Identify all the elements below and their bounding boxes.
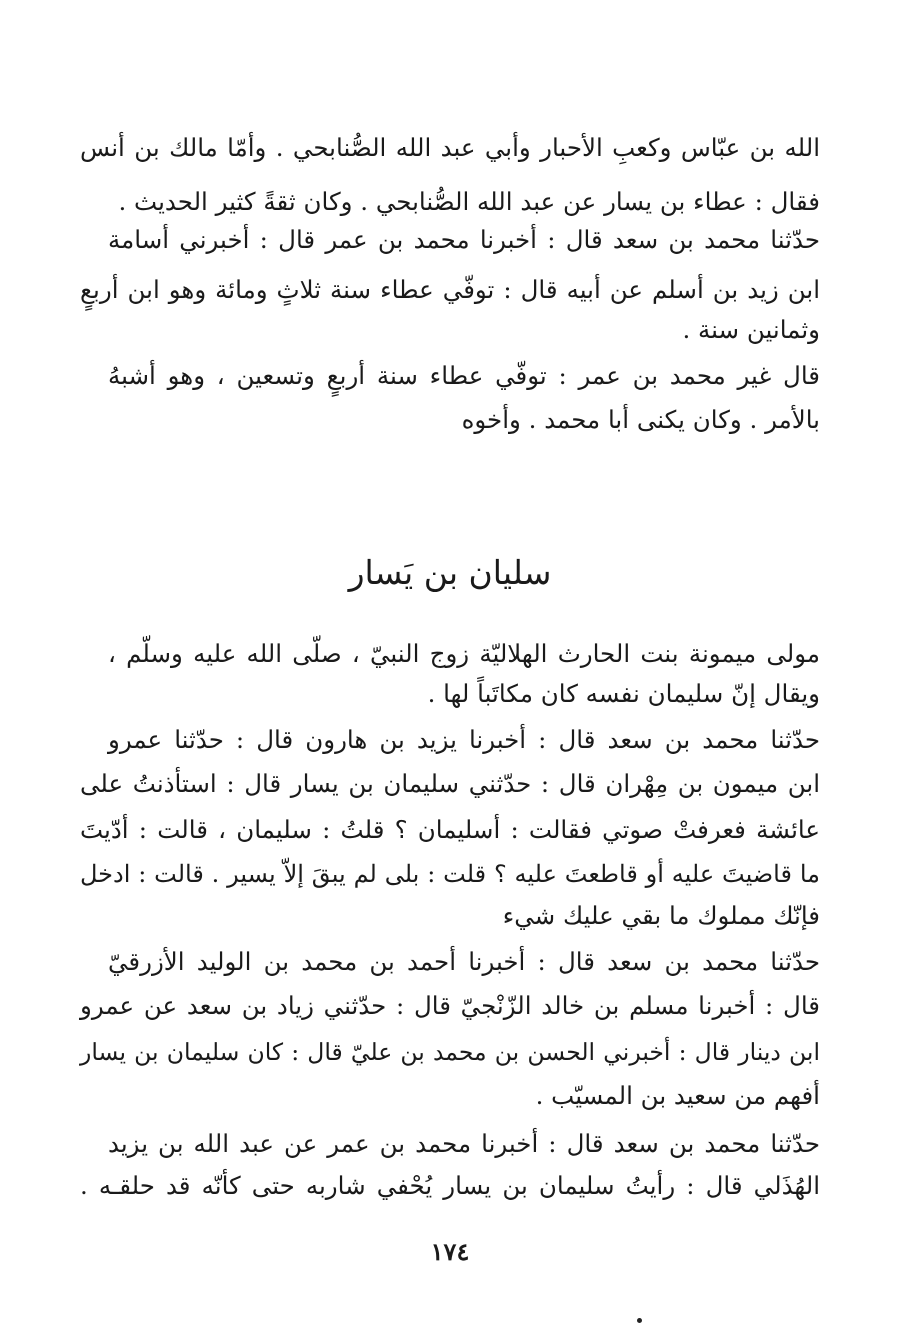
text-line: ما قاضيتَ عليه أو قاطعتَ عليه ؟ قلت : بلى لم يبقَ إلاّ يسير . قالت : ادخل xyxy=(80,860,820,888)
text-line: ويقال إنّ سليمان نفسه كان مكاتَباً لها . xyxy=(427,679,820,708)
text-line: الله بن عبّاس وكعبِ الأحبار وأبي عبد الله الصُّنابحي . وأمّا مالك بن أنس xyxy=(80,133,820,162)
text-line: فقال : عطاء بن يسار عن عبد الله الصُّنابحي . وكان ثقةً كثير الحديث . xyxy=(118,187,820,216)
text-line: ابن ميمون بن مِهْران قال : حدّثني سليمان بن يسار قال : استأذنتُ على xyxy=(80,769,820,798)
page-number: ١٧٤ xyxy=(430,1237,470,1266)
print-speck xyxy=(637,1318,642,1323)
text-line: حدّثنا محمد بن سعد قال : أخبرنا أحمد بن محمد بن الوليد الأزرقيّ xyxy=(108,947,820,976)
text-line: ابن زيد بن أسلم عن أبيه قال : توفّي عطاء سنة ثلاثٍ ومائة وهو ابن أربعٍ xyxy=(80,275,820,304)
text-line: حدّثنا محمد بن سعد قال : أخبرنا محمد بن عمر قال : أخبرني أسامة xyxy=(108,225,820,254)
text-line: حدّثنا محمد بن سعد قال : أخبرنا محمد بن عمر عن عبد الله بن يزيد xyxy=(108,1129,820,1158)
text-line: الهُذَلي قال : رأيتُ سليمان بن يسار يُحْفي شاربه حتى كأنّه قد حلقـه . xyxy=(80,1171,820,1200)
text-line: بالأمر . وكان يكنى أبا محمد . وأخوه xyxy=(461,405,820,434)
text-line: حدّثنا محمد بن سعد قال : أخبرنا يزيد بن هارون قال : حدّثنا عمرو xyxy=(108,725,820,754)
text-line: قال غير محمد بن عمر : توفّي عطاء سنة أربعٍ وتسعين ، وهو أشبهُ xyxy=(108,361,820,390)
text-line: مولى ميمونة بنت الحارث الهلاليّة زوج النبيّ ، صلّى الله عليه وسلّم ، xyxy=(108,639,820,668)
section-title: سليان بن يَسار xyxy=(348,553,552,592)
text-line: عائشة فعرفتْ صوتي فقالت : أسليمان ؟ قلتُ : سليمان ، قالت : أدّيتَ xyxy=(80,815,820,844)
text-line: فإنّك مملوك ما بقي عليك شيء xyxy=(502,901,820,930)
text-line: ابن دينار قال : أخبرني الحسن بن محمد بن عليّ قال : كان سليمان بن يسار xyxy=(80,1038,820,1066)
text-line: قال : أخبرنا مسلم بن خالد الزّنْجيّ قال : حدّثني زياد بن سعد عن عمرو xyxy=(80,991,820,1020)
text-line: وثمانين سنة . xyxy=(682,315,820,344)
text-line: أفهم من سعيد بن المسيّب . xyxy=(535,1081,820,1110)
